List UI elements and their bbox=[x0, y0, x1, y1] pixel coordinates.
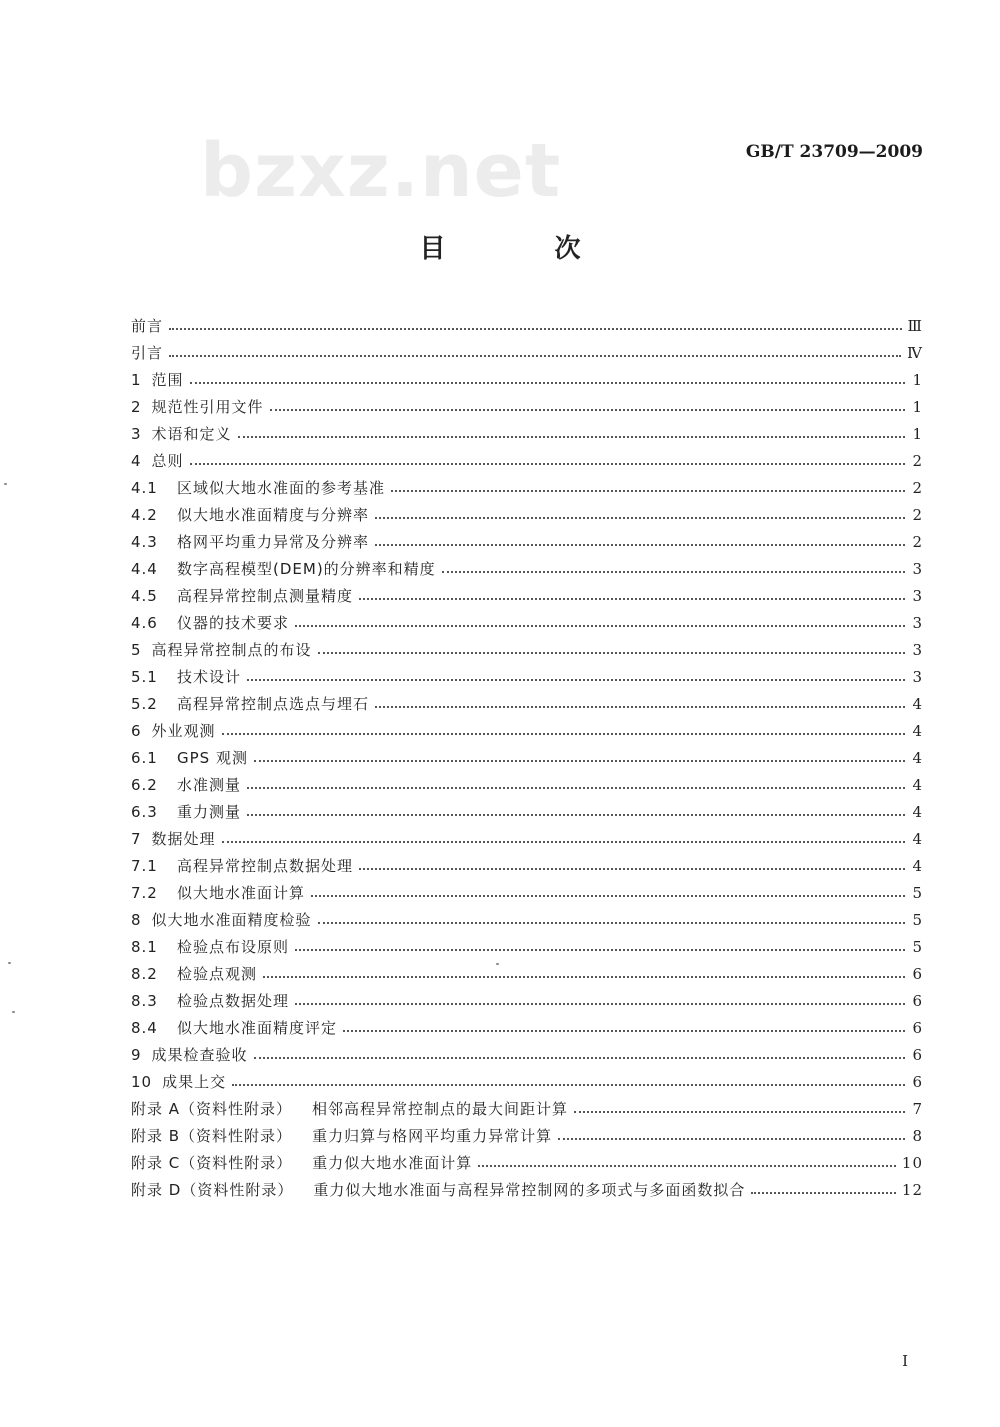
toc-leader-dots bbox=[751, 1191, 896, 1194]
toc-entry-title: 相邻高程异常控制点的最大间距计算 bbox=[312, 1100, 569, 1118]
toc-entry-number: 7.2 bbox=[131, 883, 158, 902]
toc-leader-dots bbox=[247, 678, 905, 681]
scan-speck bbox=[496, 963, 499, 965]
toc-entry-number: 附录 C（资料性附录） bbox=[131, 1154, 293, 1172]
toc-entry-page: 2 bbox=[912, 532, 923, 551]
toc-leader-dots bbox=[359, 867, 905, 870]
toc-leader-dots bbox=[238, 435, 905, 438]
toc-entry-title: 高程异常控制点数据处理 bbox=[177, 857, 354, 875]
toc-entry-page: Ⅲ bbox=[907, 316, 923, 335]
toc-entry-page: 10 bbox=[901, 1153, 923, 1172]
toc-leader-dots bbox=[190, 462, 905, 465]
toc-entry-page: 7 bbox=[912, 1099, 923, 1118]
toc-entry-page: 4 bbox=[912, 775, 923, 794]
toc-entry bbox=[131, 366, 923, 393]
toc-leader-dots bbox=[343, 1029, 905, 1032]
toc-entry-title: 重力似大地水准面计算 bbox=[312, 1154, 473, 1172]
toc-entry-title: 总则 bbox=[151, 452, 184, 470]
toc-entry bbox=[131, 1095, 923, 1122]
toc-entry-title: 检验点布设原则 bbox=[177, 938, 290, 956]
toc-entry-number: 7.1 bbox=[131, 856, 158, 875]
toc-entry-page: 1 bbox=[912, 424, 923, 443]
page-number: I bbox=[902, 1352, 908, 1370]
toc-entry-title: 规范性引用文件 bbox=[151, 398, 264, 416]
toc-leader-dots bbox=[247, 786, 905, 789]
toc-entry-page: 5 bbox=[912, 937, 923, 956]
toc-entry-page: 2 bbox=[912, 505, 923, 524]
toc-entry-page: 4 bbox=[912, 856, 923, 875]
toc-entry-title: 成果检查验收 bbox=[151, 1046, 248, 1064]
toc-entry-title: 术语和定义 bbox=[151, 425, 232, 443]
toc-entry-title: 水准测量 bbox=[177, 776, 242, 794]
toc-entry-page: 6 bbox=[912, 1072, 923, 1091]
toc-entry bbox=[131, 474, 923, 501]
toc-entry-title: 重力归算与格网平均重力异常计算 bbox=[312, 1127, 553, 1145]
toc-leader-dots bbox=[318, 651, 905, 654]
toc-entry-number: 4.2 bbox=[131, 505, 158, 524]
toc-entry-title: 成果上交 bbox=[162, 1073, 227, 1091]
toc-entry-title: 前言 bbox=[131, 317, 164, 335]
toc-leader-dots bbox=[222, 732, 905, 735]
toc-entry bbox=[131, 609, 923, 636]
toc-leader-dots bbox=[442, 570, 905, 573]
toc-entry-title: 检验点观测 bbox=[177, 965, 258, 983]
toc-entry-title: 似大地水准面精度评定 bbox=[177, 1019, 338, 1037]
toc-leader-dots bbox=[254, 1056, 905, 1059]
toc-entry-page: Ⅳ bbox=[907, 343, 923, 362]
table-of-contents bbox=[131, 312, 923, 1203]
toc-entry bbox=[131, 960, 923, 987]
toc-entry bbox=[131, 312, 923, 339]
toc-leader-dots bbox=[391, 489, 905, 492]
toc-leader-dots bbox=[478, 1164, 896, 1167]
toc-leader-dots bbox=[375, 705, 905, 708]
toc-entry-page: 8 bbox=[912, 1126, 923, 1145]
toc-entry bbox=[131, 393, 923, 420]
toc-entry-title: GPS 观测 bbox=[177, 749, 248, 767]
toc-entry-page: 5 bbox=[912, 910, 923, 929]
toc-entry-page: 2 bbox=[912, 451, 923, 470]
toc-entry-title: 高程异常控制点的布设 bbox=[151, 641, 312, 659]
toc-entry-page: 6 bbox=[912, 991, 923, 1010]
toc-entry-title: 仪器的技术要求 bbox=[177, 614, 290, 632]
toc-leader-dots bbox=[558, 1137, 905, 1140]
toc-entry bbox=[131, 420, 923, 447]
toc-leader-dots bbox=[263, 975, 905, 978]
scan-speck bbox=[12, 1011, 15, 1013]
toc-entry-number: 8.3 bbox=[131, 991, 158, 1010]
toc-entry bbox=[131, 717, 923, 744]
standard-number: GB/T 23709—2009 bbox=[745, 142, 923, 162]
toc-entry-number: 4.5 bbox=[131, 586, 158, 605]
toc-entry-title: 高程异常控制点测量精度 bbox=[177, 587, 354, 605]
toc-entry bbox=[131, 1122, 923, 1149]
toc-entry-number: 8.4 bbox=[131, 1018, 158, 1037]
toc-entry-page: 3 bbox=[912, 559, 923, 578]
toc-entry-title: 似大地水准面精度与分辨率 bbox=[177, 506, 370, 524]
toc-entry-title: 引言 bbox=[131, 344, 164, 362]
toc-leader-dots bbox=[295, 948, 905, 951]
toc-entry-number: 8.1 bbox=[131, 937, 158, 956]
toc-entry-page: 3 bbox=[912, 667, 923, 686]
toc-leader-dots bbox=[318, 921, 905, 924]
toc-entry-page: 12 bbox=[901, 1180, 923, 1199]
toc-entry bbox=[131, 1041, 923, 1068]
toc-entry-title: 范围 bbox=[151, 371, 184, 389]
toc-leader-dots bbox=[311, 894, 905, 897]
toc-entry bbox=[131, 852, 923, 879]
toc-entry-page: 6 bbox=[912, 964, 923, 983]
toc-entry-number: 6.1 bbox=[131, 748, 158, 767]
toc-entry-number: 7 bbox=[131, 829, 142, 848]
toc-entry-title: 检验点数据处理 bbox=[177, 992, 290, 1010]
toc-entry-page: 3 bbox=[912, 613, 923, 632]
page-title: 目 次 bbox=[419, 234, 631, 264]
toc-entry-number: 6.2 bbox=[131, 775, 158, 794]
toc-entry-number: 5.2 bbox=[131, 694, 158, 713]
toc-leader-dots bbox=[375, 516, 905, 519]
toc-entry-title: 重力测量 bbox=[177, 803, 242, 821]
toc-entry-number: 6.3 bbox=[131, 802, 158, 821]
toc-entry-page: 4 bbox=[912, 748, 923, 767]
toc-entry-number: 1 bbox=[131, 370, 142, 389]
toc-entry-title: 区域似大地水准面的参考基准 bbox=[177, 479, 386, 497]
toc-entry bbox=[131, 690, 923, 717]
toc-entry-number: 附录 D（资料性附录） bbox=[131, 1181, 294, 1199]
toc-entry bbox=[131, 906, 923, 933]
toc-entry-number: 8.2 bbox=[131, 964, 158, 983]
toc-entry bbox=[131, 798, 923, 825]
toc-entry-page: 6 bbox=[912, 1045, 923, 1064]
toc-entry-page: 1 bbox=[912, 397, 923, 416]
toc-entry-number: 4.6 bbox=[131, 613, 158, 632]
toc-entry bbox=[131, 339, 923, 366]
toc-entry-number: 5 bbox=[131, 640, 142, 659]
toc-entry-title: 重力似大地水准面与高程异常控制网的多项式与多面函数拟合 bbox=[313, 1181, 746, 1199]
toc-leader-dots bbox=[190, 381, 905, 384]
toc-entry-number: 附录 B（资料性附录） bbox=[131, 1127, 293, 1145]
toc-leader-dots bbox=[222, 840, 905, 843]
toc-entry bbox=[131, 636, 923, 663]
toc-entry bbox=[131, 1149, 923, 1176]
scan-speck bbox=[8, 962, 11, 964]
toc-leader-dots bbox=[169, 354, 901, 357]
toc-entry-page: 4 bbox=[912, 721, 923, 740]
toc-entry-page: 1 bbox=[912, 370, 923, 389]
toc-entry-title: 格网平均重力异常及分辨率 bbox=[177, 533, 370, 551]
toc-leader-dots bbox=[270, 408, 905, 411]
toc-entry-number: 4.1 bbox=[131, 478, 158, 497]
toc-entry bbox=[131, 1068, 923, 1095]
toc-leader-dots bbox=[295, 1002, 905, 1005]
toc-entry-title: 外业观测 bbox=[151, 722, 216, 740]
toc-entry bbox=[131, 771, 923, 798]
toc-entry-title: 似大地水准面精度检验 bbox=[151, 911, 312, 929]
toc-entry-title: 数据处理 bbox=[151, 830, 216, 848]
toc-entry bbox=[131, 501, 923, 528]
toc-entry-page: 3 bbox=[912, 586, 923, 605]
toc-leader-dots bbox=[574, 1110, 905, 1113]
watermark: bzxz.net bbox=[200, 128, 562, 214]
toc-entry bbox=[131, 879, 923, 906]
toc-entry bbox=[131, 555, 923, 582]
toc-entry bbox=[131, 744, 923, 771]
toc-leader-dots bbox=[295, 624, 905, 627]
toc-entry-page: 3 bbox=[912, 640, 923, 659]
toc-entry-number: 5.1 bbox=[131, 667, 158, 686]
toc-entry-page: 4 bbox=[912, 802, 923, 821]
toc-entry-number: 6 bbox=[131, 721, 142, 740]
toc-entry-number: 4 bbox=[131, 451, 142, 470]
toc-leader-dots bbox=[232, 1083, 905, 1086]
toc-entry-number: 2 bbox=[131, 397, 142, 416]
toc-entry bbox=[131, 933, 923, 960]
toc-entry-page: 5 bbox=[912, 883, 923, 902]
toc-entry bbox=[131, 1176, 923, 1203]
toc-leader-dots bbox=[359, 597, 905, 600]
toc-entry bbox=[131, 987, 923, 1014]
toc-entry-title: 数字高程模型(DEM)的分辨率和精度 bbox=[177, 560, 436, 578]
toc-entry-page: 4 bbox=[912, 829, 923, 848]
scan-speck bbox=[4, 483, 7, 485]
toc-leader-dots bbox=[375, 543, 905, 546]
toc-entry bbox=[131, 582, 923, 609]
toc-leader-dots bbox=[247, 813, 905, 816]
toc-entry-number: 10 bbox=[131, 1072, 153, 1091]
toc-entry-number: 4.4 bbox=[131, 559, 158, 578]
toc-entry-page: 4 bbox=[912, 694, 923, 713]
toc-entry-number: 9 bbox=[131, 1045, 142, 1064]
toc-entry-page: 6 bbox=[912, 1018, 923, 1037]
toc-entry bbox=[131, 663, 923, 690]
toc-entry-number: 4.3 bbox=[131, 532, 158, 551]
toc-entry-title: 高程异常控制点选点与埋石 bbox=[177, 695, 370, 713]
toc-entry bbox=[131, 825, 923, 852]
toc-leader-dots bbox=[254, 759, 905, 762]
toc-entry-title: 似大地水准面计算 bbox=[177, 884, 306, 902]
toc-entry-number: 3 bbox=[131, 424, 142, 443]
toc-entry bbox=[131, 447, 923, 474]
toc-entry-number: 附录 A（资料性附录） bbox=[131, 1100, 293, 1118]
toc-entry-page: 2 bbox=[912, 478, 923, 497]
toc-entry-number: 8 bbox=[131, 910, 142, 929]
toc-entry bbox=[131, 1014, 923, 1041]
toc-entry-title: 技术设计 bbox=[177, 668, 242, 686]
toc-entry bbox=[131, 528, 923, 555]
toc-leader-dots bbox=[169, 327, 902, 330]
